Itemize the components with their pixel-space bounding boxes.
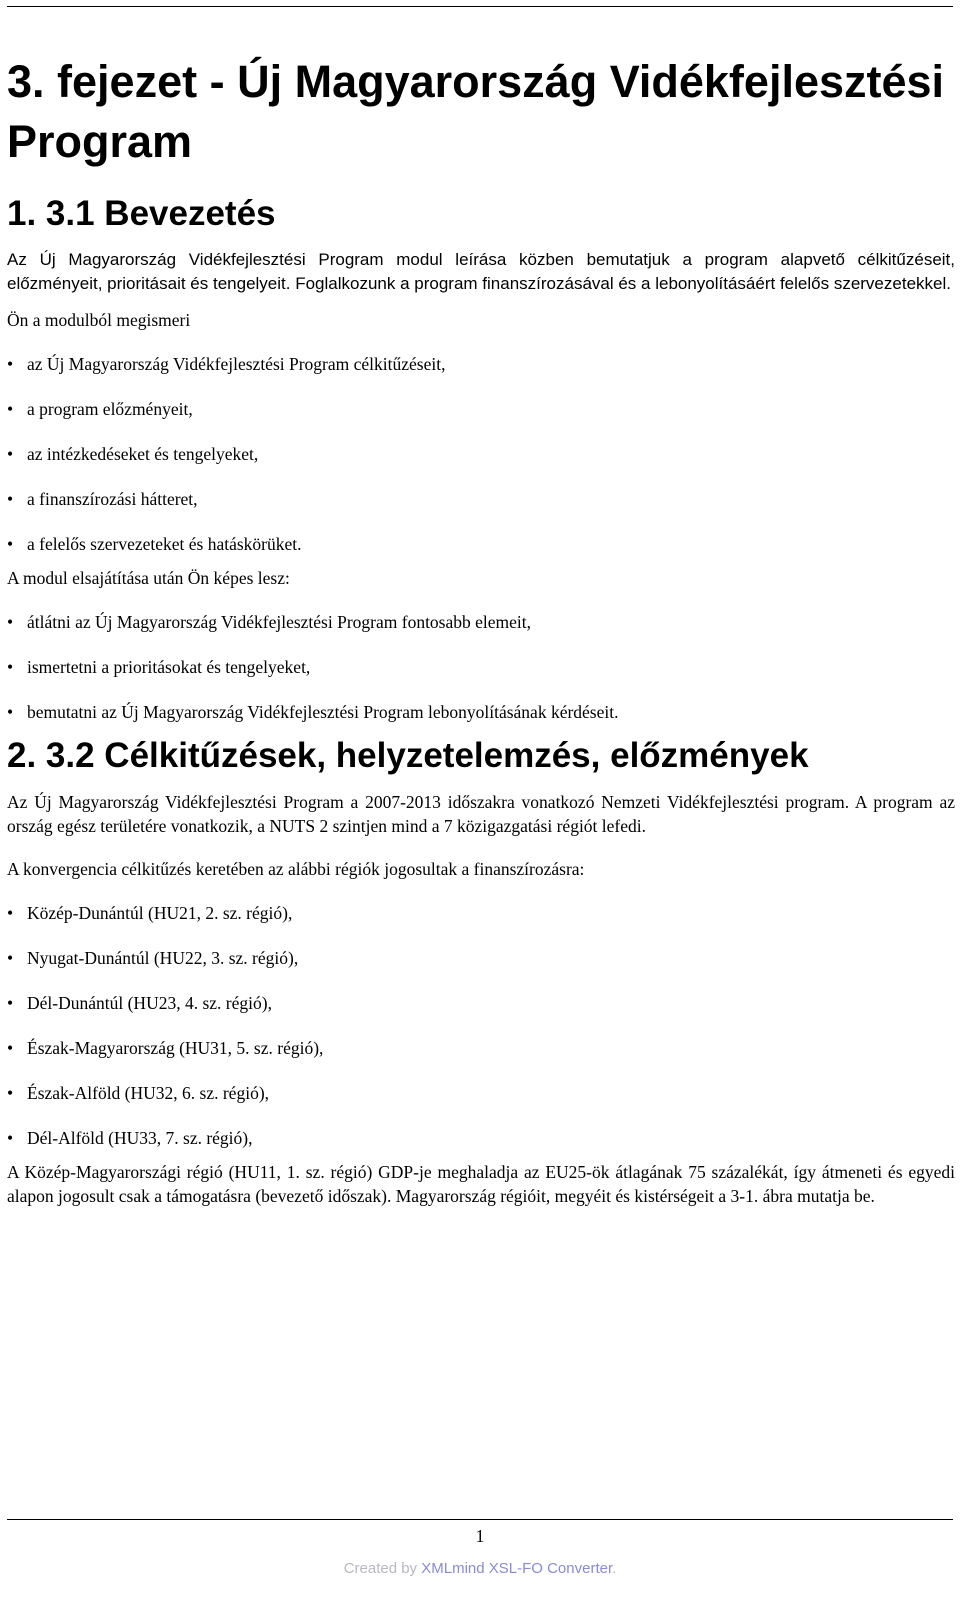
- objectives-paragraph: Az Új Magyarország Vidékfejlesztési Program a 2007-2013 időszakra vonatkozó Nemzeti Vidékfejlesztési program. A program az ország egész területére vonatkozik, a NUTS 2 szintjen mind a 7 közigazgatási régiót lefedi.: [7, 792, 955, 836]
- page-number: 1: [475, 1526, 485, 1546]
- learn-list: [7, 352, 955, 556]
- intro-paragraph: Az Új Magyarország Vidékfejlesztési Program modul leírása közben bemutatjuk a program alapvető célkitűzéseit, előzményeit, prioritásait és tengelyeit. Foglalkozunk a program finanszírozásával és a lebonyolításáért felelős szervezetekkel.: [7, 250, 955, 293]
- list-item: • Nyugat-Dunántúl (HU22, 3. sz. régió),: [7, 948, 299, 968]
- bullet-icon: •: [7, 612, 14, 632]
- list-item: • Dél-Alföld (HU33, 7. sz. régió),: [7, 1128, 253, 1148]
- bullet-icon: •: [7, 1128, 14, 1148]
- bullet-icon: •: [7, 702, 14, 722]
- list-item: • a finanszírozási hátteret,: [7, 489, 198, 509]
- list-item: • Észak-Alföld (HU32, 6. sz. régió),: [7, 1083, 270, 1103]
- list-item: • a program előzményeit,: [7, 399, 193, 419]
- bullet-icon: •: [7, 993, 14, 1013]
- section-heading-intro: 1. 3.1 Bevezetés: [7, 194, 276, 233]
- able-list: [7, 610, 955, 724]
- bullet-icon: •: [7, 657, 14, 677]
- list-item: • Észak-Magyarország (HU31, 5. sz. régió),: [7, 1038, 324, 1058]
- section-heading-objectives: 2. 3.2 Célkitűzések, helyzetelemzés, előzmények: [7, 736, 809, 775]
- converter-brand-link[interactable]: XMLmind XSL-FO Converter: [421, 1560, 613, 1577]
- regions-list: [7, 901, 955, 1150]
- list-item: • Dél-Dunántúl (HU23, 4. sz. régió),: [7, 993, 272, 1013]
- footer-rule: [7, 1519, 953, 1520]
- list-item: • a felelős szervezeteket és hatáskörüket.: [7, 534, 302, 554]
- header-rule: [7, 6, 953, 7]
- list-item: • bemutatni az Új Magyarország Vidékfejlesztési Program lebonyolításának kérdéseit.: [7, 702, 619, 722]
- central-region-paragraph: A Közép-Magyarországi régió (HU11, 1. sz. régió) GDP-je meghaladja az EU25-ök átlagának 75 százalékát, így átmeneti és egyedi alapon jogosult csak a támogatásra (bevezető időszak). Magyarország régióit, megyéit és kistérségeit a 3-1. ábra mutatja be.: [7, 1162, 955, 1206]
- bullet-icon: •: [7, 903, 14, 923]
- convergence-paragraph: A konvergencia célkitűzés keretében az alábbi régiók jogosultak a finanszírozásra:: [7, 859, 585, 879]
- bullet-icon: •: [7, 534, 14, 554]
- learn-intro: Ön a modulból megismeri: [7, 310, 191, 330]
- bullet-icon: •: [7, 1083, 14, 1103]
- able-intro: A modul elsajátítása után Ön képes lesz:: [7, 568, 290, 588]
- bullet-icon: •: [7, 399, 14, 419]
- document-content: [7, 52, 955, 1220]
- list-item: • az intézkedéseket és tengelyeket,: [7, 444, 259, 464]
- list-item: • Közép-Dunántúl (HU21, 2. sz. régió),: [7, 903, 293, 923]
- chapter-title: 3. fejezet - Új Magyarország Vidékfejlesztési Program: [7, 56, 945, 167]
- list-item: • ismertetni a prioritásokat és tengelyeket,: [7, 657, 311, 677]
- bullet-icon: •: [7, 1038, 14, 1058]
- list-item: • az Új Magyarország Vidékfejlesztési Program célkitűzéseit,: [7, 354, 446, 374]
- bullet-icon: •: [7, 444, 14, 464]
- bullet-icon: •: [7, 489, 14, 509]
- bullet-icon: •: [7, 948, 14, 968]
- converter-credit: Created by XMLmind XSL-FO Converter.: [343, 1560, 617, 1577]
- list-item: • átlátni az Új Magyarország Vidékfejlesztési Program fontosabb elemeit,: [7, 612, 532, 632]
- bullet-icon: •: [7, 354, 14, 374]
